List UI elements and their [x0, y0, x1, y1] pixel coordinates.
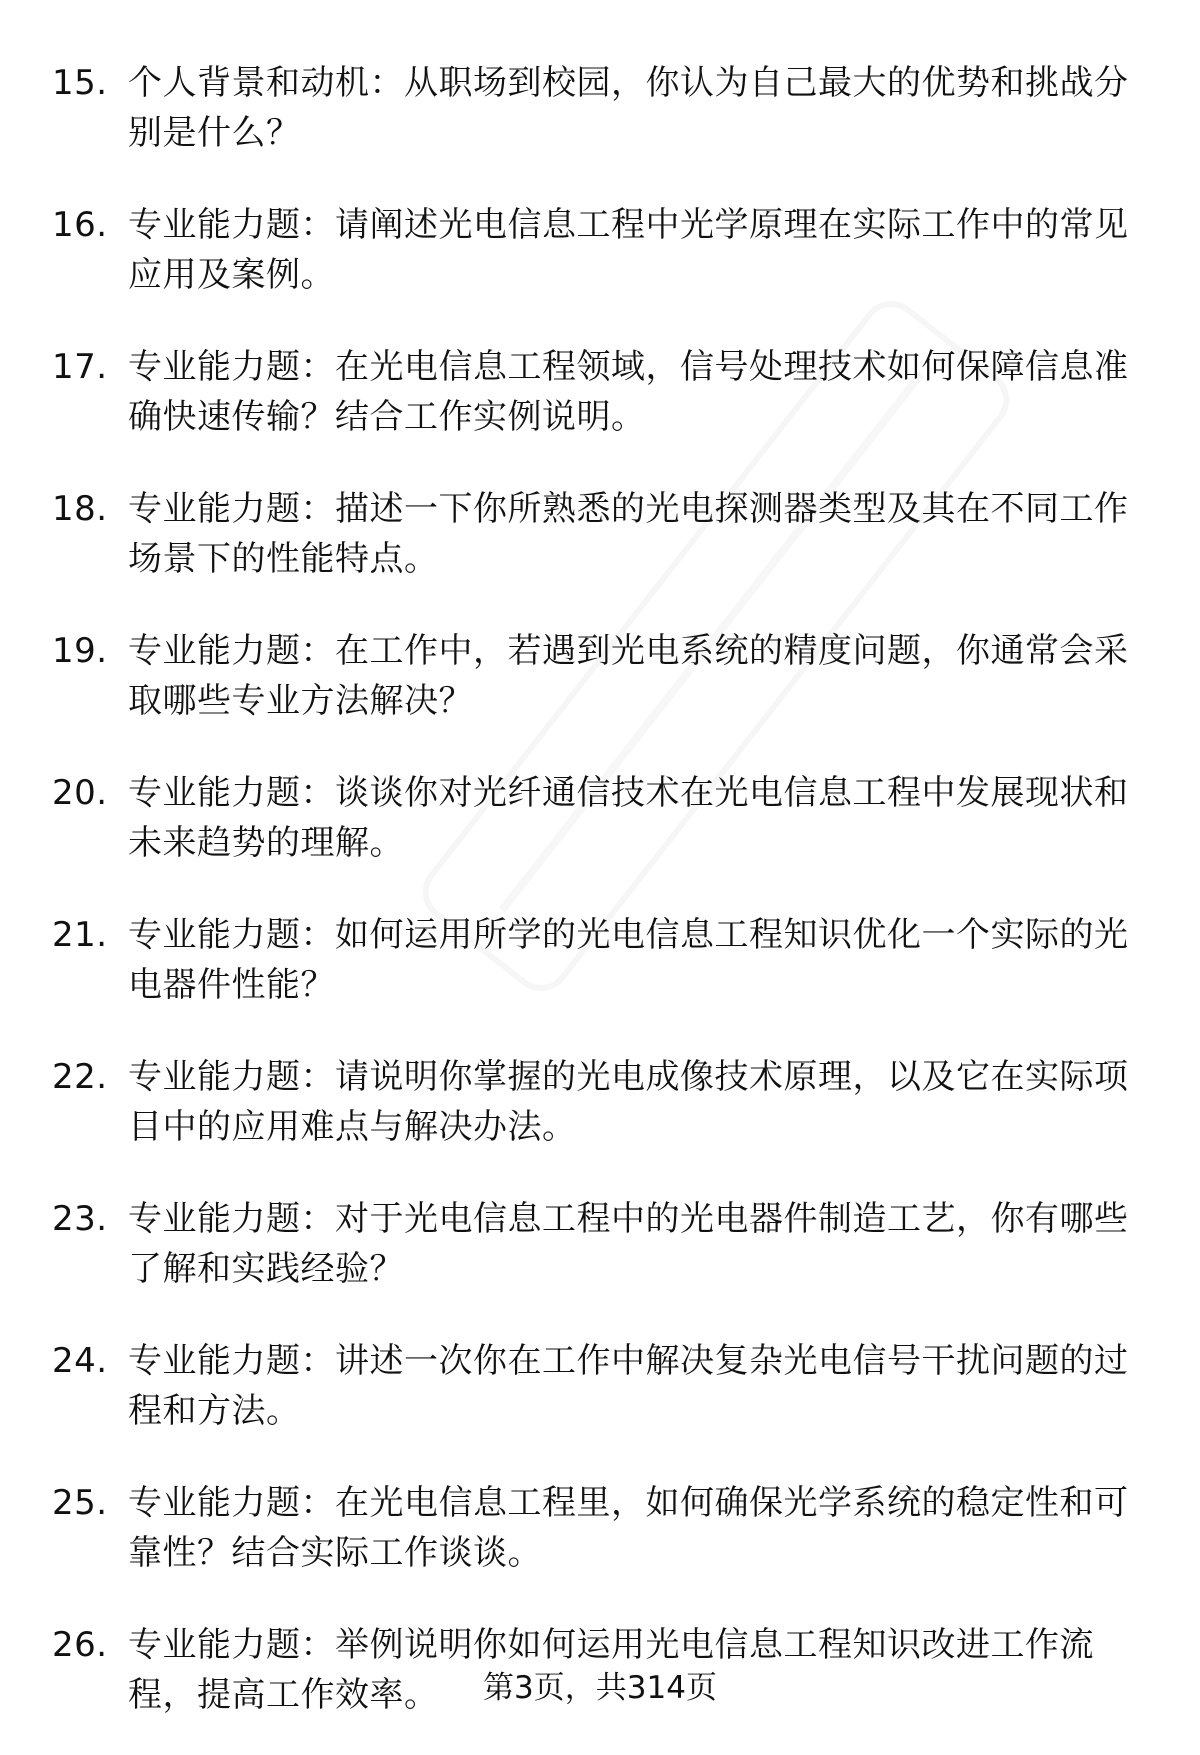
list-item [52, 200, 1142, 300]
list-item [52, 768, 1142, 868]
question-number: 16. [52, 205, 108, 245]
list-item [52, 1336, 1142, 1436]
question-number: 25. [52, 1483, 108, 1523]
question-number: 17. [52, 347, 108, 387]
question-number: 23. [52, 1199, 108, 1239]
question-number: 15. [52, 63, 108, 103]
list-item [52, 1478, 1142, 1578]
question-text: 专业能力题：请说明你掌握的光电成像技术原理，以及它在实际项目中的应用难点与解决办法。 [128, 1057, 1129, 1147]
question-number: 18. [52, 489, 108, 529]
list-item [52, 1052, 1142, 1152]
list-item [52, 58, 1142, 158]
question-number: 26. [52, 1625, 108, 1665]
question-number: 21. [52, 915, 108, 955]
question-text: 专业能力题：举例说明你如何运用光电信息工程知识改进工作流程，提高工作效率。 [128, 1625, 1094, 1715]
question-number: 20. [52, 773, 108, 813]
question-number: 22. [52, 1057, 108, 1097]
list-item [52, 1194, 1142, 1294]
list-item [52, 342, 1142, 442]
question-text: 专业能力题：在光电信息工程领域，信号处理技术如何保障信息准确快速传输？结合工作实例说明。 [128, 347, 1129, 437]
question-text: 专业能力题：如何运用所学的光电信息工程知识优化一个实际的光电器件性能？ [128, 915, 1129, 1005]
question-text: 专业能力题：谈谈你对光纤通信技术在光电信息工程中发展现状和未来趋势的理解。 [128, 773, 1129, 863]
question-text: 个人背景和动机：从职场到校园，你认为自己最大的优势和挑战分别是什么？ [128, 63, 1129, 153]
question-text: 专业能力题：在工作中，若遇到光电系统的精度问题，你通常会采取哪些专业方法解决？ [128, 631, 1129, 721]
question-text: 专业能力题：讲述一次你在工作中解决复杂光电信号干扰问题的过程和方法。 [128, 1341, 1129, 1431]
list-item [52, 484, 1142, 584]
question-text: 专业能力题：在光电信息工程里，如何确保光学系统的稳定性和可靠性？结合实际工作谈谈。 [128, 1483, 1129, 1573]
question-number: 24. [52, 1341, 108, 1381]
list-item [52, 626, 1142, 726]
question-list [52, 58, 1142, 1755]
list-item [52, 910, 1142, 1010]
page-footer: 第3页，共314页 [483, 1670, 717, 1706]
question-text: 专业能力题：请阐述光电信息工程中光学原理在实际工作中的常见应用及案例。 [128, 205, 1129, 295]
question-text: 专业能力题：描述一下你所熟悉的光电探测器类型及其在不同工作场景下的性能特点。 [128, 489, 1129, 579]
question-number: 19. [52, 631, 108, 671]
question-text: 专业能力题：对于光电信息工程中的光电器件制造工艺，你有哪些了解和实践经验？ [128, 1199, 1129, 1289]
